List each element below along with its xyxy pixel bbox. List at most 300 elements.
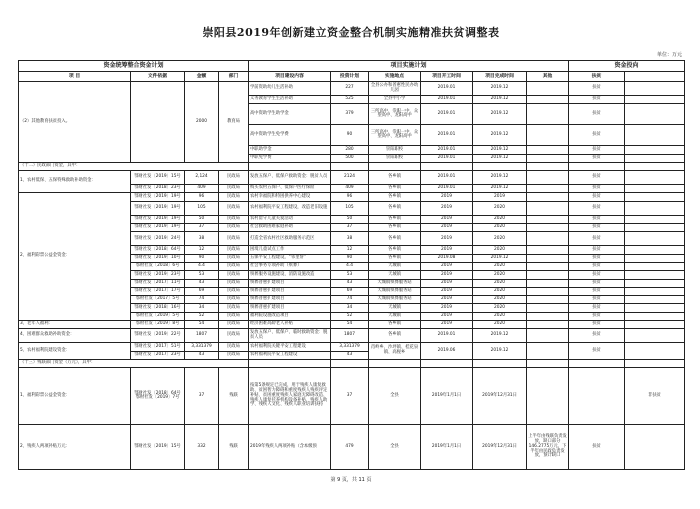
cell-amount: 332 xyxy=(185,425,219,470)
document-page xyxy=(18,8,684,503)
cell-blank xyxy=(625,312,685,320)
cell-content: 社会救助困难家庭补助 xyxy=(249,224,331,232)
cell-file: 鄂财社发〔2019〕10号 xyxy=(131,254,185,262)
cell-end: 2020 xyxy=(473,201,527,215)
cell-end: 2019.12 xyxy=(473,254,527,262)
cell-blank xyxy=(625,232,685,246)
cell-site: 天城镇 xyxy=(369,262,421,270)
cell-dept: 残联 xyxy=(219,368,249,425)
cell-poverty: 扶贫 xyxy=(569,296,625,304)
cell-other xyxy=(527,82,569,96)
cell-content: 殡葬普惠扩建项目 xyxy=(249,304,331,312)
cell-invest: 1807 xyxy=(331,329,369,343)
cell-content: 五保平安工程建设，“邻里帮” xyxy=(249,254,331,262)
table-row xyxy=(19,171,685,185)
table-row xyxy=(19,343,685,351)
cell-start: 2019 xyxy=(421,279,473,287)
cell-amount: 105 xyxy=(185,201,219,215)
cell-dept: 民政局 xyxy=(219,343,249,351)
cell-content: 中职助学金 xyxy=(249,146,331,154)
cell-blank xyxy=(625,104,685,125)
cell-file: 鄂财社发〔2019〕15号 xyxy=(131,425,185,470)
table-row xyxy=(19,193,685,201)
cell-project: 4、困难群众救助补助资金： xyxy=(19,329,131,343)
cell-amount: 1807 xyxy=(185,329,219,343)
cell-start: 2019.01 xyxy=(421,154,473,162)
cell-other xyxy=(527,185,569,193)
cell-poverty: 扶贫 xyxy=(569,312,625,320)
cell-poverty: 扶贫 xyxy=(569,271,625,279)
cell-dept: 民政局 xyxy=(219,287,249,295)
cell-dept: 民政局 xyxy=(219,171,249,185)
cell-other xyxy=(527,321,569,329)
cell-blank xyxy=(625,321,685,329)
cell-blank xyxy=(625,224,685,232)
cell-file: 鄂财社发〔2019〕24号 xyxy=(131,232,185,246)
cell-dept: 民政局 xyxy=(219,279,249,287)
cell-invest: 96 xyxy=(331,193,369,201)
cell-start: 2019 xyxy=(421,201,473,215)
cell-dept: 民政局 xyxy=(219,254,249,262)
cell-amount: 409 xyxy=(185,185,219,193)
cell-start: 2019年1月1日 xyxy=(421,425,473,470)
cell-other xyxy=(527,146,569,154)
cell-invest: 54 xyxy=(331,321,369,329)
cell-start: 2019.01 xyxy=(421,171,473,185)
cell-dept: 民政局 xyxy=(219,193,249,201)
col-site: 实施地点 xyxy=(369,72,421,82)
cell-dept: 民政局 xyxy=(219,262,249,270)
cell-start: 2019.01 xyxy=(421,146,473,154)
table-row xyxy=(19,329,685,343)
cell-end: 2019.12 xyxy=(473,96,527,104)
cell-content: 殡葬普惠扩建项目 xyxy=(249,296,331,304)
cell-content: 学前资助幼儿生活补助 xyxy=(249,82,331,96)
cell-content: 发放五保户、低保户救助资金：脱贫人员 xyxy=(249,171,331,185)
cell-content: 福利院设施改造项目 xyxy=(249,312,331,320)
cell-end: 2020 xyxy=(473,287,527,295)
cell-invest: 409 xyxy=(331,185,369,193)
cell-other xyxy=(527,246,569,254)
cell-site: 各乡镇 xyxy=(369,254,421,262)
col-blank xyxy=(625,72,685,82)
cell-amount: 54 xyxy=(185,321,219,329)
cell-file: 鄂财社发〔2019〕8号 xyxy=(131,321,185,329)
cell-content: 2019年残疾人两项补贴（含本级预 xyxy=(249,425,331,470)
cell-site: 三所高中、崇职一中、众望高中、龙阳高中 xyxy=(369,125,421,146)
column-header-row xyxy=(19,72,685,82)
table-row xyxy=(19,321,685,329)
cell-poverty: 扶贫 xyxy=(569,425,625,470)
cell-other xyxy=(527,296,569,304)
cell-dept: 民政局 xyxy=(219,232,249,246)
cell-start: 2019 xyxy=(421,304,473,312)
cell-content: 殡葬普惠扩建项目 xyxy=(249,279,331,287)
cell-start: 2019.01 xyxy=(421,185,473,193)
cell-file: 鄂财社发〔2019〕23号 xyxy=(131,271,185,279)
cell-invest: 37 xyxy=(331,368,369,425)
cell-invest: 34 xyxy=(331,304,369,312)
cell-amount: 52 xyxy=(185,312,219,320)
cell-project: 2、残疾人两项补贴万元： xyxy=(19,425,131,470)
cell-site: 全县 xyxy=(369,425,421,470)
cell-project: 2、福利彩票公益金资金： xyxy=(19,193,131,321)
col-invest: 投资计划 xyxy=(331,72,369,82)
cell-start: 2019 xyxy=(421,215,473,223)
cell-poverty: 扶贫 xyxy=(569,287,625,295)
cell-site: 天城镇殡葬服务站 xyxy=(369,279,421,287)
cell-invest: 525 xyxy=(331,96,369,104)
cell-blank xyxy=(625,271,685,279)
cell-invest: 2124 xyxy=(331,171,369,185)
cell-end: 2019.12 xyxy=(473,104,527,125)
cell-other xyxy=(527,215,569,223)
cell-dept: 民政局 xyxy=(219,271,249,279)
cell-amount: 34 xyxy=(185,304,219,312)
cell-start: 2019.01 xyxy=(421,82,473,96)
cell-end: 2020 xyxy=(473,312,527,320)
cell-content: 中职免学费 xyxy=(249,154,331,162)
cell-amount: 96 xyxy=(185,193,219,201)
cell-poverty: 扶贫 xyxy=(569,96,625,104)
cell-start: 2019.06 xyxy=(421,343,473,360)
cell-other xyxy=(527,329,569,343)
page-title: 崇阳县2019年创新建立资金整合机制实施精准扶贫调整表 xyxy=(202,26,500,39)
cell-site: 各乡镇 xyxy=(369,171,421,185)
cell-site: 各乡镇 xyxy=(369,193,421,201)
cell-content: 农村留守儿童关爱活动 xyxy=(249,215,331,223)
cell-other xyxy=(527,193,569,201)
cell-project: 5、农村福利院建设资金： xyxy=(19,343,131,360)
table-row xyxy=(19,82,685,96)
cell-dept: 民政局 xyxy=(219,312,249,320)
cell-invest: 74 xyxy=(331,296,369,304)
cell-end: 2020 xyxy=(473,304,527,312)
cell-end: 2019.12 xyxy=(473,154,527,162)
cell-end: 2019年12月31日 xyxy=(473,368,527,425)
cell-blank xyxy=(625,287,685,295)
cell-end: 2019.12 xyxy=(473,82,527,96)
cell-start: 2019 xyxy=(421,296,473,304)
cell-end: 2019.12 xyxy=(473,171,527,185)
cell-poverty: 扶贫 xyxy=(569,104,625,125)
cell-other xyxy=(527,125,569,146)
cell-blank xyxy=(625,296,685,304)
cell-end: 2020 xyxy=(473,246,527,254)
cell-site: 全县 xyxy=(369,368,421,425)
cell-blank xyxy=(625,146,685,154)
cell-site: 肖岭乡、沙坪镇、桂花泉镇、高枧乡 xyxy=(369,343,421,360)
cell-site: 各乡镇 xyxy=(369,246,421,254)
cell-other xyxy=(527,287,569,295)
cell-dept: 民政局 xyxy=(219,329,249,343)
table-row xyxy=(19,425,685,470)
cell-other xyxy=(527,96,569,104)
cell-end: 2019.12 xyxy=(473,329,527,343)
cell-start: 2019 xyxy=(421,287,473,295)
cell-content: 农村福利院关键平安工程建设 xyxy=(249,343,331,351)
cell-file: 鄂财社发〔2019〕5号 xyxy=(131,312,185,320)
cell-site: 各乡镇 xyxy=(369,329,421,343)
col-poverty: 扶贫 xyxy=(569,72,625,82)
cell-start: 2019.08 xyxy=(421,254,473,262)
col-project: 项 目 xyxy=(19,72,131,82)
cell-site: 各乡镇 xyxy=(369,321,421,329)
cell-amount: 38 xyxy=(185,232,219,246)
cell-poverty: 扶贫 xyxy=(569,146,625,154)
cell-content: 社会事务专项补助（殡葬） xyxy=(249,262,331,270)
cell-project: 1、福利彩票公益金资金： xyxy=(19,368,131,425)
cell-blank xyxy=(625,96,685,104)
cell-content: 农村福利院平安工程建设，改造老旧设施 xyxy=(249,201,331,215)
cell-end: 2020 xyxy=(473,232,527,246)
cell-site: 各乡镇 xyxy=(369,215,421,223)
cell-start: 2019 xyxy=(421,321,473,329)
cell-content: 高中资助学生助学金 xyxy=(249,104,331,125)
page-footer: 第 9 页，共 11 页 xyxy=(330,477,372,483)
cell-content: 农村福利院平安工程建设 xyxy=(249,351,331,359)
cell-blank xyxy=(625,279,685,287)
cell-content: 高中资助学生免学费 xyxy=(249,125,331,146)
cell-blank xyxy=(625,154,685,162)
cell-poverty: 扶贫 xyxy=(569,232,625,246)
cell-other xyxy=(527,279,569,287)
section-heading: （十三）残联部门资金（万元），其中： xyxy=(19,359,249,367)
cell-dept: 民政局 xyxy=(219,201,249,215)
cell-blank xyxy=(625,262,685,270)
col-file: 文件依据 xyxy=(131,72,185,82)
cell-amount: 2,124 xyxy=(185,171,219,185)
cell-amount: 3,331379 xyxy=(185,343,219,351)
cell-invest: 53 xyxy=(331,271,369,279)
cell-poverty: 扶贫 xyxy=(569,215,625,223)
cell-start: 2019 xyxy=(421,246,473,254)
section-heading: （十二）民政部门资金，其中： xyxy=(19,162,249,170)
cell-other xyxy=(527,262,569,270)
cell-end: 2020 xyxy=(473,271,527,279)
cell-invest: 43 xyxy=(331,351,369,359)
col-start: 项目开工时间 xyxy=(421,72,473,82)
cell-blank xyxy=(625,329,685,343)
cell-end: 2019年12月31日 xyxy=(473,425,527,470)
cell-poverty: 扶贫 xyxy=(569,279,625,287)
cell-site: 天城镇殡葬服务站 xyxy=(369,296,421,304)
cell-poverty: 扶贫 xyxy=(569,171,625,185)
cell-poverty: 扶贫 xyxy=(569,125,625,146)
cell-invest: 37 xyxy=(331,224,369,232)
cell-blank xyxy=(625,125,685,146)
cell-amount: 37 xyxy=(185,224,219,232)
table-row xyxy=(19,368,685,425)
cell-file: 鄂财社发〔2017〕51号 xyxy=(131,343,185,351)
cell-blank xyxy=(625,304,685,312)
cell-site: 天城镇 xyxy=(369,271,421,279)
cell-amount: 43 xyxy=(185,351,219,359)
col-content: 项目建设内容 xyxy=(249,72,331,82)
cell-start: 2019.01 xyxy=(421,96,473,104)
cell-content: 按第5条规定已完成，用于残疾人康复救助、贫困智力障碍和重度残疾人残疾评定补贴、贫困重度残疾人家庭无障碍改造、残疾人康复托养机构设备补贴、残疾人助学、残疾人文化、残疾人职业培训扶持 xyxy=(249,368,331,425)
cell-blank xyxy=(625,193,685,201)
cell-content: 打造全省农村社区救助服务示范区 xyxy=(249,232,331,246)
cell-site: 天城镇 xyxy=(369,304,421,312)
cell-file: 鄂财社发〔2019〕19号 xyxy=(131,224,185,232)
cell-other xyxy=(527,104,569,125)
cell-amount: 4.4 xyxy=(185,262,219,270)
cell-extra: 非扶贫 xyxy=(625,368,685,425)
cell-amount: 53 xyxy=(185,271,219,279)
cell-amount: 43 xyxy=(185,279,219,287)
cell-start: 2019 xyxy=(421,312,473,320)
cell-end: 2020 xyxy=(473,215,527,223)
cell-file: 鄂财社发〔2017〕11号 xyxy=(131,279,185,287)
section-heading-row xyxy=(19,162,685,170)
cell-content: 困境儿童试点工作 xyxy=(249,246,331,254)
cell-file: 鄂财社发〔2019〕19号 xyxy=(131,193,185,201)
cell-invest: 69 xyxy=(331,287,369,295)
cell-invest: 90 xyxy=(331,125,369,146)
cell-amount: 74 xyxy=(185,296,219,304)
cell-amount: 69 xyxy=(185,287,219,295)
cell-end: 2019.12 xyxy=(473,185,527,193)
cell-file: 鄂财社发〔2018〕23号 xyxy=(131,185,185,193)
cell-poverty: 扶贫 xyxy=(569,262,625,270)
cell-start: 2019.01 xyxy=(421,125,473,146)
col-end: 项目完成时间 xyxy=(473,72,527,82)
cell-site: 各乡镇 xyxy=(369,185,421,193)
cell-poverty: 扶贫 xyxy=(569,254,625,262)
cell-file: 鄂财社发〔2019〕15号 xyxy=(131,171,185,185)
cell-site: 全县公办和普惠性民办幼儿园 xyxy=(369,82,421,96)
cell-project: （2）其他教育扶贫投入。 xyxy=(19,82,131,163)
group-header-row xyxy=(19,61,685,72)
cell-end: 2020 xyxy=(473,296,527,304)
cell-invest: 43 xyxy=(331,279,369,287)
cell-dept: 民政局 xyxy=(219,224,249,232)
cell-poverty: 扶贫 xyxy=(569,321,625,329)
unit-label: 单位：万元 xyxy=(656,52,682,58)
cell-file: 鄂财社发〔2018〕6号 xyxy=(131,262,185,270)
section-heading-row xyxy=(19,359,685,367)
cell-end: 2019.12 xyxy=(473,125,527,146)
cell-file: 鄂财社发〔2017〕17号 xyxy=(131,287,185,295)
cell-invest: 50 xyxy=(331,215,369,223)
cell-start: 2019 xyxy=(421,271,473,279)
cell-start: 2019 xyxy=(421,232,473,246)
cell-content: 经济困难高龄老人补贴 xyxy=(249,321,331,329)
cell-file xyxy=(131,82,185,163)
cell-other xyxy=(527,343,569,360)
cell-content: 农村幸福院和特困供养中心建设 xyxy=(249,193,331,201)
cell-site: 崇阳职校 xyxy=(369,154,421,162)
cell-poverty xyxy=(569,368,625,425)
cell-amount: 12 xyxy=(185,246,219,254)
cell-site: 各乡镇 xyxy=(369,224,421,232)
cell-start: 2019 xyxy=(421,193,473,201)
cell-start: 2019.01 xyxy=(421,104,473,125)
cell-blank xyxy=(625,246,685,254)
cell-start: 2019 xyxy=(421,224,473,232)
cell-start: 2019年1月1日 xyxy=(421,368,473,425)
cell-content: 殡葬服务设施建设、消防设施改造 xyxy=(249,271,331,279)
cell-invest: 227 xyxy=(331,82,369,96)
cell-invest: 12 xyxy=(331,246,369,254)
cell-other xyxy=(527,224,569,232)
cell-other xyxy=(527,368,569,425)
cell-end: 2020 xyxy=(473,279,527,287)
header-plan: 资金统筹整合资金计划 xyxy=(19,61,249,72)
cell-dept: 教育局 xyxy=(219,82,249,163)
cell-blank xyxy=(625,215,685,223)
cell-invest: 3,331379 xyxy=(331,343,369,351)
cell-poverty: 扶贫 xyxy=(569,193,625,201)
cell-other xyxy=(527,171,569,185)
cell-poverty: 扶贫 xyxy=(569,185,625,193)
cell-other: 上半年由残联负责发放，缺口部分146.2775万元，下半年由民政负责发放，预计缺口 xyxy=(527,425,569,470)
cell-invest: 90 xyxy=(331,254,369,262)
cell-other xyxy=(527,312,569,320)
cell-dept: 民政局 xyxy=(219,246,249,254)
cell-invest: 52 xyxy=(331,312,369,320)
cell-site: 各乡镇 xyxy=(369,232,421,246)
cell-amount: 37 xyxy=(185,368,219,425)
cell-poverty: 扶贫 xyxy=(569,82,625,96)
cell-dept: 民政局 xyxy=(219,321,249,329)
cell-file: 鄂财社发〔2018〕64号 xyxy=(131,246,185,254)
cell-end: 2019.12 xyxy=(473,146,527,154)
cell-end: 2019 xyxy=(473,193,527,201)
cell-blank xyxy=(625,171,685,185)
cell-other xyxy=(527,154,569,162)
cell-other xyxy=(527,271,569,279)
cell-blank xyxy=(625,82,685,96)
cell-end: 2020 xyxy=(473,321,527,329)
cell-other xyxy=(527,201,569,215)
cell-other xyxy=(527,304,569,312)
cell-file: 鄂财社发〔2017〕23号 xyxy=(131,351,185,359)
cell-poverty: 扶贫 xyxy=(569,224,625,232)
cell-poverty: 扶贫 xyxy=(569,329,625,343)
cell-amount: 50 xyxy=(185,215,219,223)
cell-blank xyxy=(625,343,685,360)
cell-poverty: 扶贫 xyxy=(569,201,625,215)
cell-content: 义务教育学生生活补助 xyxy=(249,96,331,104)
cell-blank xyxy=(625,425,685,470)
cell-invest: 38 xyxy=(331,232,369,246)
cell-amount: 90 xyxy=(185,254,219,262)
cell-invest: 105 xyxy=(331,201,369,215)
cell-dept: 民政局 xyxy=(219,304,249,312)
cell-project: 3、老年人福利： xyxy=(19,321,131,329)
cell-site: 天城镇 xyxy=(369,312,421,320)
cell-file: 鄂财社发〔2019〕19号 xyxy=(131,215,185,223)
cell-invest: 280 xyxy=(331,146,369,154)
header-impl: 项目实施计划 xyxy=(249,61,569,72)
cell-start: 2019 xyxy=(421,262,473,270)
cell-dept: 民政局 xyxy=(219,215,249,223)
cell-blank xyxy=(625,185,685,193)
cell-file: 鄂财社发〔2019〕19号 xyxy=(131,201,185,215)
col-dept: 部门 xyxy=(219,72,249,82)
cell-dept: 民政局 xyxy=(219,185,249,193)
cell-blank xyxy=(625,254,685,262)
cell-dept: 民政局 xyxy=(219,351,249,359)
cell-site: 崇阳职校 xyxy=(369,146,421,154)
cell-other xyxy=(527,254,569,262)
cell-site: 各乡镇 xyxy=(369,201,421,215)
cell-dept: 民政局 xyxy=(219,296,249,304)
cell-content: 殡葬普惠扩建项目 xyxy=(249,287,331,295)
col-other: 其他 xyxy=(527,72,569,82)
